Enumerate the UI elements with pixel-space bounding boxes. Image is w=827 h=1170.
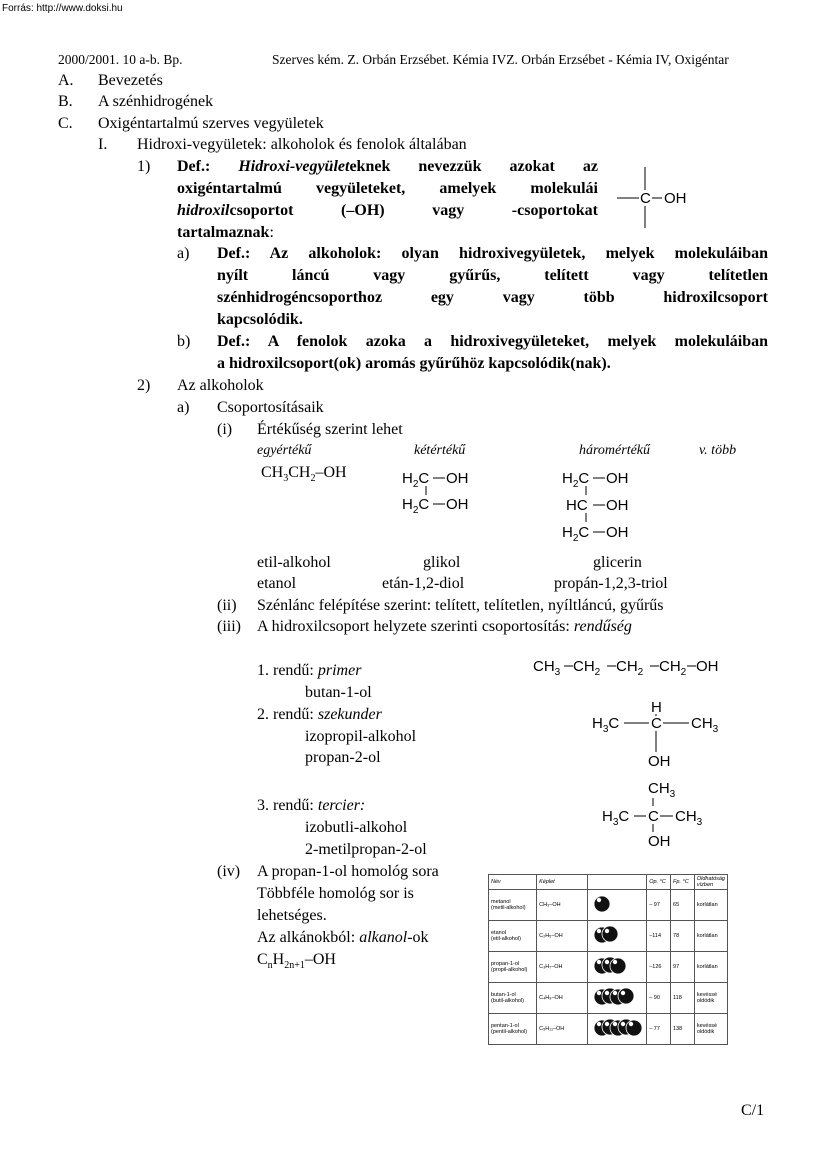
row-model bbox=[588, 1014, 647, 1045]
row-name-primary: butan-1-ol bbox=[491, 992, 516, 998]
svg-text:CH2: $CH_2$ bbox=[573, 658, 601, 678]
alk-iv-num: (iv) bbox=[217, 863, 241, 880]
order-3: 3. rendű: tercier: bbox=[257, 797, 366, 814]
model-highlight bbox=[605, 991, 609, 995]
model-highlight bbox=[621, 991, 625, 995]
model-highlight bbox=[605, 929, 609, 933]
def-a-line2: nyílt láncú vagy gyűrűs, telített vagy telítetlen bbox=[217, 267, 768, 284]
alk-i-num: (i) bbox=[217, 421, 233, 438]
row-mp: –126 bbox=[647, 952, 671, 983]
alk-a-num: a) bbox=[177, 399, 190, 416]
row-solubility: kevéssé oldódik bbox=[694, 1014, 727, 1045]
alk-iii-num: (iii) bbox=[217, 618, 241, 635]
svg-text:CH2: $CH_2$ bbox=[616, 658, 644, 678]
model-atom bbox=[626, 1020, 642, 1036]
page-number: C/1 bbox=[741, 1102, 765, 1119]
table-row bbox=[489, 890, 728, 921]
name-etanol: etanol bbox=[257, 575, 297, 592]
row-solubility: korlátlan bbox=[694, 921, 727, 952]
table-row bbox=[489, 983, 728, 1014]
outline-a-num: A. bbox=[58, 72, 74, 89]
col-bp: Fp. °C bbox=[671, 875, 695, 890]
model-highlight bbox=[605, 960, 609, 964]
space-filling-model-icon bbox=[590, 953, 642, 979]
svg-text:CH3: $CH_3$ bbox=[675, 808, 703, 828]
svg-text:HC: HC bbox=[566, 497, 588, 514]
space-filling-model-icon bbox=[590, 984, 642, 1010]
alk-i-title: Értékűség szerint lehet bbox=[257, 421, 403, 438]
model-highlight bbox=[613, 991, 617, 995]
order-2: 2. rendű: szekunder bbox=[257, 706, 382, 723]
svg-text:H2C: $H_2C$ bbox=[562, 524, 590, 544]
valence-1: egyértékű bbox=[257, 443, 312, 458]
row-bp: 65 bbox=[671, 890, 695, 921]
model-highlight bbox=[629, 1022, 633, 1026]
row-name-primary: propan-1-ol bbox=[491, 961, 520, 967]
row-name-secondary: (etil-alkohol) bbox=[491, 936, 521, 942]
ethanol-formula: $CH_3CH_2-OH$ bbox=[261, 464, 347, 485]
source-url: Forrás: http://www.doksi.hu bbox=[2, 3, 123, 14]
row-name bbox=[489, 983, 537, 1014]
model-atom bbox=[610, 958, 626, 974]
alk-num: 2) bbox=[137, 377, 151, 394]
homolog-table-wrap bbox=[488, 874, 728, 1045]
outline-c-num: C. bbox=[58, 115, 73, 132]
model-atom bbox=[594, 896, 610, 912]
tert-butanol-structure bbox=[598, 776, 728, 851]
order-2-name1: izopropil-alkohol bbox=[305, 728, 417, 745]
row-model bbox=[588, 890, 647, 921]
svg-text:H3C: $H_3C$ bbox=[602, 808, 630, 828]
svg-text:OH: OH bbox=[606, 524, 629, 541]
alkanol-formula: $C_nH_{2n+1}-OH$ bbox=[257, 951, 336, 972]
homolog-table bbox=[488, 874, 728, 1045]
row-formula: CH₃–OH bbox=[537, 890, 588, 921]
row-solubility: kevéssé oldódik bbox=[694, 983, 727, 1014]
table-row bbox=[489, 921, 728, 952]
alk-iv-line1: A propan-1-ol homológ sora bbox=[257, 863, 439, 880]
def1-num: 1) bbox=[137, 158, 151, 175]
row-bp: 97 bbox=[671, 952, 695, 983]
outline-b-num: B. bbox=[58, 93, 73, 110]
space-filling-model-icon bbox=[590, 891, 642, 917]
outline-b-text: A szénhidrogének bbox=[98, 93, 214, 110]
alk-iii-text: A hidroxilcsoport helyzete szerinti csoportosítás: rendűség bbox=[257, 618, 632, 635]
svg-text:OH: OH bbox=[446, 470, 469, 487]
alk-ii-text: Szénlánc felépítése szerint: telített, telítetlen, nyíltláncú, gyűrűs bbox=[257, 597, 664, 614]
outline-i-text: Hidroxi-vegyületek: alkoholok és fenolok általában bbox=[137, 136, 467, 153]
model-highlight bbox=[597, 1022, 601, 1026]
svg-text:OH: OH bbox=[648, 753, 671, 770]
table-row bbox=[489, 952, 728, 983]
alk-title: Az alkoholok bbox=[177, 377, 264, 394]
row-bp: 138 bbox=[671, 1014, 695, 1045]
row-solubility: korlátlan bbox=[694, 952, 727, 983]
hydroxy-structure bbox=[612, 162, 702, 232]
valence-2: kétértékű bbox=[414, 443, 466, 458]
svg-text:OH: OH bbox=[606, 470, 629, 487]
row-bp: 78 bbox=[671, 921, 695, 952]
order-1-name: butan-1-ol bbox=[305, 684, 372, 701]
row-model bbox=[588, 983, 647, 1014]
row-mp: – 77 bbox=[647, 1014, 671, 1045]
row-mp: – 97 bbox=[647, 890, 671, 921]
def1-line1: Def.: Hidroxi-vegyületeknek nevezzük azokat az bbox=[177, 158, 598, 175]
table-row bbox=[489, 1014, 728, 1045]
col-formula: Képlet bbox=[537, 875, 588, 890]
def1-line3: hidroxilcsoportot (–OH) vagy -csoportokat bbox=[177, 202, 598, 219]
svg-text:CH3: $CH_3$ bbox=[648, 780, 676, 800]
row-solubility: korlátlan bbox=[694, 890, 727, 921]
svg-text:H3C: $H_3C$ bbox=[592, 715, 620, 735]
row-bp: 118 bbox=[671, 983, 695, 1014]
row-formula: C₄H₉–OH bbox=[537, 983, 588, 1014]
col-solubility: Oldhatóság vízben bbox=[694, 875, 727, 890]
name-glicerin: glicerin bbox=[593, 554, 642, 571]
def-b-line1: Def.: A fenolok azoka a hidroxivegyületeket, melyek molekuláiban bbox=[217, 333, 768, 350]
model-highlight bbox=[597, 960, 601, 964]
alk-ii-num: (ii) bbox=[217, 597, 237, 614]
valence-3: háromértékű bbox=[579, 443, 651, 458]
row-name-primary: metanol bbox=[491, 899, 511, 905]
glycerin-structure bbox=[558, 464, 648, 549]
homolog-table-header bbox=[489, 875, 728, 890]
svg-text:CH2: $CH_2$ bbox=[659, 658, 687, 678]
svg-text:CH3: $CH_3$ bbox=[533, 658, 561, 678]
outline-a-text: Bevezetés bbox=[98, 72, 163, 89]
butanol-structure bbox=[530, 652, 730, 682]
alk-iv-line2: Többféle homológ sor is bbox=[257, 885, 414, 902]
row-model bbox=[588, 952, 647, 983]
def1-line2: oxigéntartalmú vegyületeket, amelyek molekulái bbox=[177, 180, 598, 197]
alk-a-title: Csoportosításaik bbox=[217, 399, 324, 416]
outline-i-num: I. bbox=[98, 136, 108, 153]
order-3-name1: izobutli-alkohol bbox=[305, 819, 408, 836]
model-atom bbox=[602, 926, 618, 942]
model-highlight bbox=[605, 1022, 609, 1026]
header-right: Szerves kém. Z. Orbán Erzsébet. Kémia IVZ. Orbán Erzsébet - Kémia IV, Oxigéntar bbox=[272, 52, 729, 67]
row-name bbox=[489, 1014, 537, 1045]
space-filling-model-icon bbox=[590, 1015, 642, 1041]
struct-c: C bbox=[640, 190, 651, 207]
space-filling-model-icon bbox=[590, 922, 642, 948]
svg-text:C: C bbox=[648, 808, 659, 825]
outline-c-text: Oxigéntartalmú szerves vegyületek bbox=[98, 115, 324, 132]
row-name-secondary: (metil-alkohol) bbox=[491, 905, 526, 911]
row-name-primary: etanol bbox=[491, 930, 506, 936]
alk-iv-line4: Az alkánokból: alkanol-ok bbox=[257, 929, 429, 946]
def-a-line3: szénhidrogéncsoporthoz egy vagy több hidroxilcsoport bbox=[217, 289, 768, 306]
order-2-name2: propan-2-ol bbox=[305, 749, 381, 766]
def1-line4: tartalmaznak: bbox=[177, 224, 274, 241]
def-a-num: a) bbox=[177, 245, 190, 262]
row-formula: C₃H₇–OH bbox=[537, 952, 588, 983]
def-b-line2: a hidroxilcsoport(ok) aromás gyűrűhöz kapcsolódik(nak). bbox=[217, 355, 611, 372]
valence-4: v. több bbox=[699, 443, 737, 458]
model-highlight bbox=[613, 1022, 617, 1026]
header-left: 2000/2001. 10 a-b. Bp. bbox=[58, 52, 183, 67]
model-highlight bbox=[597, 929, 601, 933]
model-highlight bbox=[621, 1022, 625, 1026]
svg-text:CH3: $CH_3$ bbox=[691, 715, 719, 735]
svg-text:OH: OH bbox=[696, 658, 719, 675]
svg-text:OH: OH bbox=[648, 833, 671, 850]
svg-text:H2C: $H_2C$ bbox=[402, 470, 430, 490]
svg-text:C: C bbox=[651, 715, 662, 732]
name-etil-alkohol: etil-alkohol bbox=[257, 554, 331, 571]
model-highlight bbox=[597, 991, 601, 995]
svg-text:H: H bbox=[651, 699, 662, 716]
row-model bbox=[588, 921, 647, 952]
row-mp: – 90 bbox=[647, 983, 671, 1014]
name-etandiol: etán-1,2-diol bbox=[382, 575, 465, 592]
name-glikol: glikol bbox=[423, 554, 461, 571]
glycol-structure bbox=[398, 464, 488, 524]
col-model bbox=[588, 875, 647, 890]
row-name-secondary: (propil-alkohol) bbox=[491, 967, 528, 973]
alk-iv-line3: lehetséges. bbox=[257, 907, 327, 924]
row-name bbox=[489, 921, 537, 952]
name-propantriol: propán-1,2,3-triol bbox=[554, 575, 668, 592]
order-1: 1. rendű: primer bbox=[257, 662, 362, 679]
col-mp: Op. °C bbox=[647, 875, 671, 890]
def-a-line4: kapcsolódik. bbox=[217, 311, 303, 328]
def-a-line1: Def.: Az alkoholok: olyan hidroxivegyületek, melyek molekuláiban bbox=[217, 245, 768, 262]
struct-oh: OH bbox=[664, 190, 687, 207]
row-formula: C₂H₅–OH bbox=[537, 921, 588, 952]
model-atom bbox=[618, 988, 634, 1004]
isopropanol-structure bbox=[588, 696, 738, 771]
svg-text:OH: OH bbox=[446, 496, 469, 513]
model-highlight bbox=[597, 898, 601, 902]
row-name-primary: pentan-1-ol bbox=[491, 1023, 519, 1029]
order-3-name2: 2-metilpropan-2-ol bbox=[305, 841, 427, 858]
row-name bbox=[489, 952, 537, 983]
row-name bbox=[489, 890, 537, 921]
svg-text:H2C: $H_2C$ bbox=[402, 496, 430, 516]
row-mp: –114 bbox=[647, 921, 671, 952]
model-highlight bbox=[613, 960, 617, 964]
row-name-secondary: (butil-alkohol) bbox=[491, 998, 525, 1004]
svg-text:OH: OH bbox=[606, 497, 629, 514]
svg-text:H2C: $H_2C$ bbox=[562, 470, 590, 490]
def-b-num: b) bbox=[177, 333, 191, 350]
row-name-secondary: (pentil-alkohol) bbox=[491, 1029, 528, 1035]
col-name: Név bbox=[489, 875, 537, 890]
row-formula: C₅H₁₁–OH bbox=[537, 1014, 588, 1045]
